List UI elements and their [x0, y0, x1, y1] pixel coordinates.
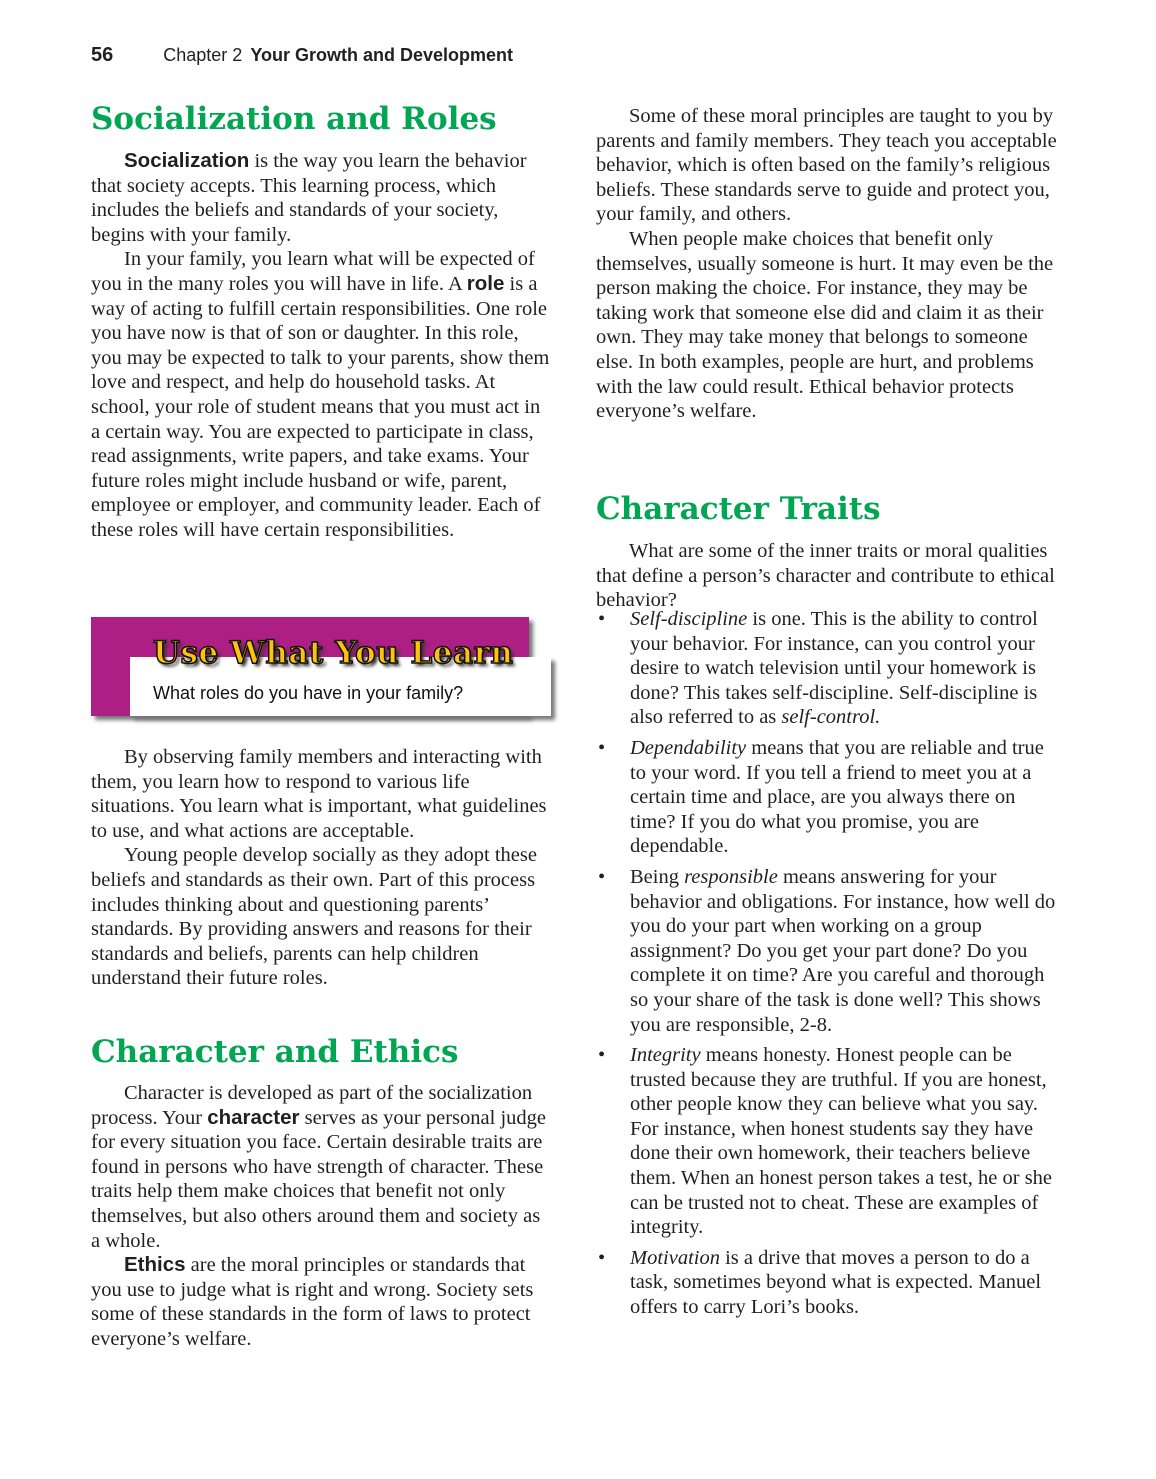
text-run: Young people develop socially as they adopt these beliefs and standards as their own. Part of this process includes thinking about and questioning parents’ standards. By providing answers and reasons for their standards and beliefs, parents can help children understand their future roles. [91, 844, 537, 990]
trait-term: Dependability [630, 736, 747, 759]
paragraph [91, 1253, 553, 1351]
text-run: are the moral principles or standards that you use to judge what is right and wrong. Society sets some of these standards in the form of laws to protect everyone’s welfare. [91, 1254, 534, 1350]
page-number: 56 [91, 44, 114, 66]
text-run: means answering for your behavior and obligations. For instance, how well do you do your part when working on a group assignment? Do you get your part done? Do you complete it on time? Are you careful and thorough so your share of the task is done well? This shows you are responsible, 2-8. [630, 865, 1056, 1036]
trait-bullet-item [596, 1246, 1058, 1320]
trait-bullet-item [596, 1043, 1058, 1240]
trait-term: responsible [684, 865, 778, 888]
box-title: Use What You Learn [153, 635, 514, 671]
text-run: By observing family members and interacting with them, you learn how to respond to various life situations. You learn what is important, what guidelines to use, and what actions are acceptable. [91, 746, 547, 842]
trait-term: Motivation [630, 1246, 720, 1269]
text-run: When people make choices that benefit only themselves, usually someone is hurt. It may even be the person making the choice. For instance, they may be taking work that someone else did and claim it as their own. They may take money that belongs to someone else. In both examples, people are hurt, and problems with the law could result. Ethical behavior protects everyone’s welfare. [596, 227, 1054, 423]
box-question: What roles do you have in your family? [153, 683, 464, 703]
section-character-traits-intro [596, 539, 1058, 613]
paragraph [91, 149, 553, 247]
chapter-title: Your Growth and Development [250, 45, 513, 65]
use-what-you-learn-box [91, 617, 553, 719]
paragraph [91, 1081, 553, 1253]
trait-bullet-item [596, 736, 1058, 859]
chapter-label: Chapter 2 [163, 45, 243, 65]
text-run: What are some of the inner traits or moral qualities that define a person’s character and contribute to ethical behavior? [596, 540, 1055, 612]
key-term: Socialization [124, 149, 250, 172]
paragraph [596, 539, 1058, 613]
key-term: role [466, 271, 505, 295]
section-character-ethics-text [91, 1081, 553, 1352]
text-run: serves as your personal judge for every situation you face. Certain desirable traits are found in persons who have strength of character. These traits help them make choices that benefit not only themselves, but also others around them and society as a whole. [91, 1106, 547, 1252]
paragraph [91, 247, 553, 542]
key-term: character [207, 1105, 300, 1129]
running-header [91, 44, 513, 67]
trait-term: Self-discipline [630, 608, 748, 630]
section-socialization-text [91, 149, 553, 543]
text-run: Character is developed as part of the socialization process. Your [91, 1082, 533, 1129]
trait-term: Integrity [630, 1044, 701, 1067]
heading-character-traits: Character Traits [596, 491, 881, 527]
key-term: Ethics [124, 1253, 186, 1277]
section-moral-principles-text [596, 104, 1058, 424]
character-traits-list [596, 607, 1058, 1320]
text-run: is one. This is the ability to control your behavior. For instance, can you control your desire to watch television until your homework is done? This takes self-discipline. Self-discipline is also referred to as [630, 608, 1038, 729]
character-traits-list-wrap [596, 607, 1058, 1320]
text-run: Being [630, 865, 685, 888]
heading-character-and-ethics: Character and Ethics [91, 1034, 459, 1070]
text-run: Some of these moral principles are taught to you by parents and family members. They teach you acceptable behavior, which is often based on the family’s religious beliefs. These standards serve to guide and protect you, your family, and others. [596, 105, 1057, 226]
text-run: means that you are reliable and true to your word. If you tell a friend to meet you at a certain time and place, are you always there on time? If you do what you promise, you are dependable. [630, 736, 1044, 858]
text-run: is a drive that moves a person to do a task, sometimes beyond what is expected. Manuel offers to carry Lori’s books. [630, 1246, 1042, 1319]
trait-bullet-item [596, 865, 1058, 1037]
heading-socialization-and-roles: Socialization and Roles [91, 101, 497, 137]
paragraph [91, 843, 553, 991]
paragraph [596, 227, 1058, 424]
paragraph [91, 745, 553, 843]
text-run: In your family, you learn what will be expected of you in the many roles you will have in life. A [91, 248, 535, 295]
section-observing-text [91, 745, 553, 991]
text-run: is a way of acting to fulfill certain responsibilities. One role you have now is that of son or daughter. In this role, you may be expected to talk to your parents, show them love and respect, and help do household tasks. At school, your role of student means that you must act in a certain way. You are expected to participate in class, read assignments, write papers, and take exams. Your future roles might include husband or wife, parent, employee or employer, and community leader. Each of these roles will have certain responsibilities. [91, 272, 550, 541]
trait-bullet-item [596, 607, 1058, 730]
text-run: is the way you learn the behavior that society accepts. This learning process, which includes the beliefs and standards of your society, begins with your family. [91, 150, 527, 246]
paragraph [596, 104, 1058, 227]
text-run: means honesty. Honest people can be trusted because they are truthful. If you are honest, other people know they can believe what you say. For instance, when honest students say they have done their own homework, their teachers believe them. When an honest person takes a test, he or she can be trusted not to cheat. These are examples of integrity. [630, 1044, 1053, 1239]
trait-term: self-control. [781, 706, 881, 729]
